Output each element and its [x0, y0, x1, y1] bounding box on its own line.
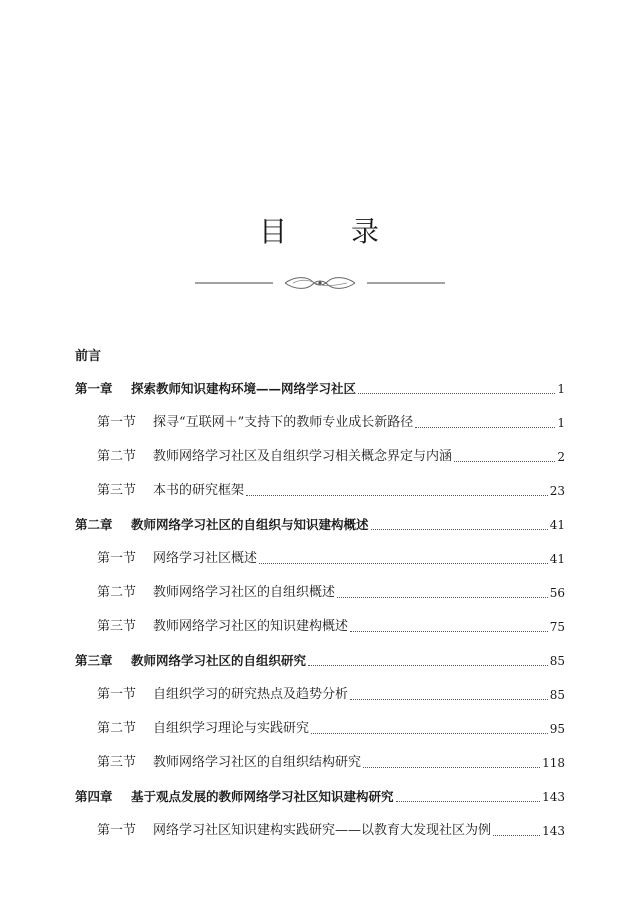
toc-section-entry[interactable] — [97, 719, 565, 739]
toc-preface[interactable]: 前言 — [75, 349, 102, 364]
toc-chapter-entry[interactable] — [75, 379, 565, 399]
toc-dot-leader — [371, 529, 548, 530]
toc-dot-leader — [350, 699, 548, 700]
toc-entry-number: 第四章 — [75, 789, 113, 804]
toc-entry-number: 第一节 — [97, 687, 137, 702]
toc-dot-leader — [363, 767, 540, 768]
toc-entry-title: 教师网络学习社区及自组织学习相关概念界定与内涵 — [153, 449, 453, 464]
page-title — [0, 210, 638, 250]
toc-entry-number: 第二章 — [75, 517, 113, 532]
toc-entry-number: 第一节 — [97, 551, 137, 566]
toc-section-entry[interactable] — [97, 413, 565, 433]
toc-entry-title: 教师网络学习社区的自组织与知识建构概述 — [131, 517, 369, 532]
toc-dot-leader — [358, 393, 555, 394]
toc-page-number: 143 — [542, 824, 565, 838]
toc-page-number: 143 — [542, 790, 565, 804]
toc-section-entry[interactable] — [97, 447, 565, 467]
toc-page-number: 23 — [549, 484, 565, 498]
toc-entry-number: 第一节 — [97, 415, 137, 430]
toc-dot-leader — [259, 563, 548, 564]
toc-entry-title: 自组织学习的研究热点及趋势分析 — [153, 687, 349, 702]
toc-entry-title: 网络学习社区知识建构实践研究——以教育大发现社区为例 — [153, 823, 492, 838]
toc-page-number: 85 — [549, 654, 565, 668]
toc-page-number: 1 — [557, 416, 565, 430]
toc-page-number: 41 — [549, 552, 565, 566]
toc-entry-title: 基于观点发展的教师网络学习社区知识建构研究 — [131, 789, 394, 804]
toc-section-entry[interactable] — [97, 481, 565, 501]
toc-entry-title: 教师网络学习社区的自组织结构研究 — [153, 755, 362, 770]
toc-dot-leader — [493, 835, 540, 836]
toc-page-number: 75 — [549, 620, 565, 634]
toc-entry-title: 自组织学习理论与实践研究 — [153, 721, 310, 736]
toc-dot-leader — [350, 631, 548, 632]
toc-entry-title: 探寻“互联网＋”支持下的教师专业成长新路径 — [153, 415, 414, 430]
toc-section-entry[interactable] — [97, 685, 565, 705]
toc-page-number: 2 — [557, 450, 565, 464]
toc-page-number: 118 — [542, 756, 565, 770]
toc-entry-title: 本书的研究框架 — [153, 483, 245, 498]
toc-entry-title: 教师网络学习社区的自组织概述 — [153, 585, 336, 600]
title-char-1: 目 — [258, 215, 287, 248]
toc-entry-title: 探索教师知识建构环境——网络学习社区 — [131, 381, 357, 396]
title-char-2: 录 — [351, 215, 380, 248]
toc-dot-leader — [415, 427, 555, 428]
toc-entry-number: 第二节 — [97, 449, 137, 464]
toc-entry-number: 第三节 — [97, 619, 137, 634]
toc-entry-number: 第三章 — [75, 653, 113, 668]
toc-dot-leader — [246, 495, 548, 496]
toc-page-number: 1 — [557, 382, 565, 396]
toc-entry-number: 第二节 — [97, 721, 137, 736]
toc-entry-number: 第二节 — [97, 585, 137, 600]
toc-page-number: 41 — [549, 518, 565, 532]
toc-entry-title: 教师网络学习社区的自组织研究 — [131, 653, 307, 668]
toc-entry-number: 第三节 — [97, 755, 137, 770]
toc-page-number: 95 — [549, 722, 565, 736]
toc-section-entry[interactable] — [97, 583, 565, 603]
toc-dot-leader — [396, 801, 541, 802]
toc-page-number: 56 — [549, 586, 565, 600]
toc-section-entry[interactable] — [97, 821, 565, 841]
toc-page-number: 85 — [549, 688, 565, 702]
toc-section-entry[interactable] — [97, 753, 565, 773]
ornament-divider-icon — [195, 272, 445, 294]
toc-entry-title: 教师网络学习社区的知识建构概述 — [153, 619, 349, 634]
toc-dot-leader — [311, 733, 548, 734]
toc-dot-leader — [337, 597, 548, 598]
toc-entry-title: 网络学习社区概述 — [153, 551, 258, 566]
toc-entry-number: 第一章 — [75, 381, 113, 396]
toc-dot-leader — [454, 461, 555, 462]
toc-chapter-entry[interactable] — [75, 787, 565, 807]
toc-section-entry[interactable] — [97, 549, 565, 569]
toc-entry-number: 第一节 — [97, 823, 137, 838]
toc-entry-number: 第三节 — [97, 483, 137, 498]
toc-section-entry[interactable] — [97, 617, 565, 637]
toc-dot-leader — [308, 665, 548, 666]
toc-chapter-entry[interactable] — [75, 651, 565, 671]
toc-chapter-entry[interactable] — [75, 515, 565, 535]
